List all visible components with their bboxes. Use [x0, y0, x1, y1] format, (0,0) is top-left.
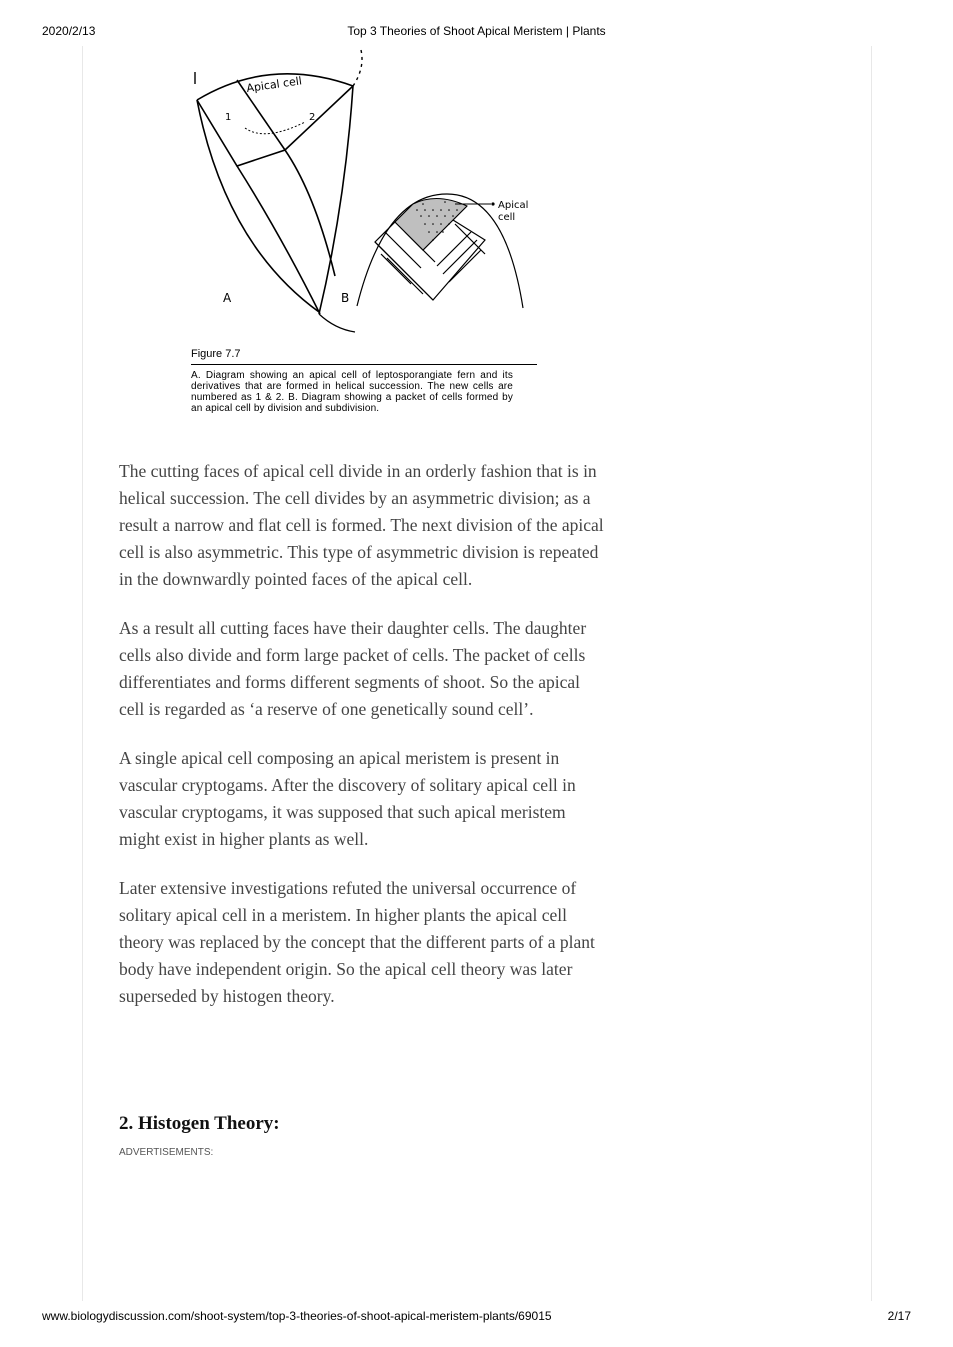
- content-border-left: [82, 46, 83, 1301]
- content-border-right: [871, 46, 872, 1301]
- cell-number-1: 1: [225, 112, 232, 123]
- figure-number: Figure 7.7: [191, 348, 241, 360]
- paragraph-histogen-transition: Later extensive investigations refuted the universal occurrence of solitary apical cell in a meristem. In higher plants the apical cell theory was replaced by the concept that the different parts of a plant body have independent origin. So the apical cell theory was later superseded by histogen theory.: [119, 878, 595, 1006]
- paragraph-helical-succession: The cutting faces of apical cell divide in an orderly fashion that is in helical succession. The cell divides by an asymmetric division; as a result a narrow and flat cell is formed. The next division of the apical cell is also asymmetric. This type of asymmetric division is repeated in the downwardly pointed faces of the apical cell.: [119, 461, 604, 589]
- diagram-label-b: B: [341, 291, 350, 305]
- print-date: 2020/2/13: [42, 24, 96, 38]
- page-url: www.biologydiscussion.com/shoot-system/top-3-theories-of-shoot-apical-meristem-plants/69015: [42, 1309, 552, 1323]
- article-body: [119, 458, 609, 1134]
- paragraph-daughter-cells: As a result all cutting faces have their daughter cells. The daughter cells also divide and form large packet of cells. The packet of cells differentiates and forms different segments of shoot. So the apical cell is regarded as ‘a reserve of one genetically sound cell’.: [119, 618, 587, 719]
- apical-cell-label: Apical cell: [245, 74, 303, 95]
- cell-number-2: 2: [309, 112, 316, 123]
- figure-caption: A. Diagram showing an apical cell of leptosporangiate fern and its derivatives that are formed in helical succession. The new cells are numbered as 1 & 2. B. Diagram showing a packet of cells formed by an apical cell by division and subdivision.: [191, 370, 513, 414]
- figure-divider: [191, 364, 537, 365]
- diagram-label-a: A: [223, 291, 232, 305]
- page-number: 2/17: [887, 1309, 911, 1323]
- cell-label: cell: [498, 212, 516, 223]
- page-title: Top 3 Theories of Shoot Apical Meristem | Plants: [347, 24, 606, 38]
- advertisements-label: ADVERTISEMENTS:: [119, 1147, 214, 1158]
- apical-label: Apical: [498, 200, 529, 211]
- apical-cell-diagram: [185, 44, 545, 344]
- section-heading-histogen: 2. Histogen Theory:: [119, 1113, 280, 1134]
- figure-7-7: [185, 44, 545, 434]
- paragraph-vascular-cryptogams: A single apical cell composing an apical meristem is present in vascular cryptogams. After the discovery of solitary apical cell in vascular cryptogams, it was supposed that such apical meristem might exist in higher plants as well.: [119, 748, 576, 849]
